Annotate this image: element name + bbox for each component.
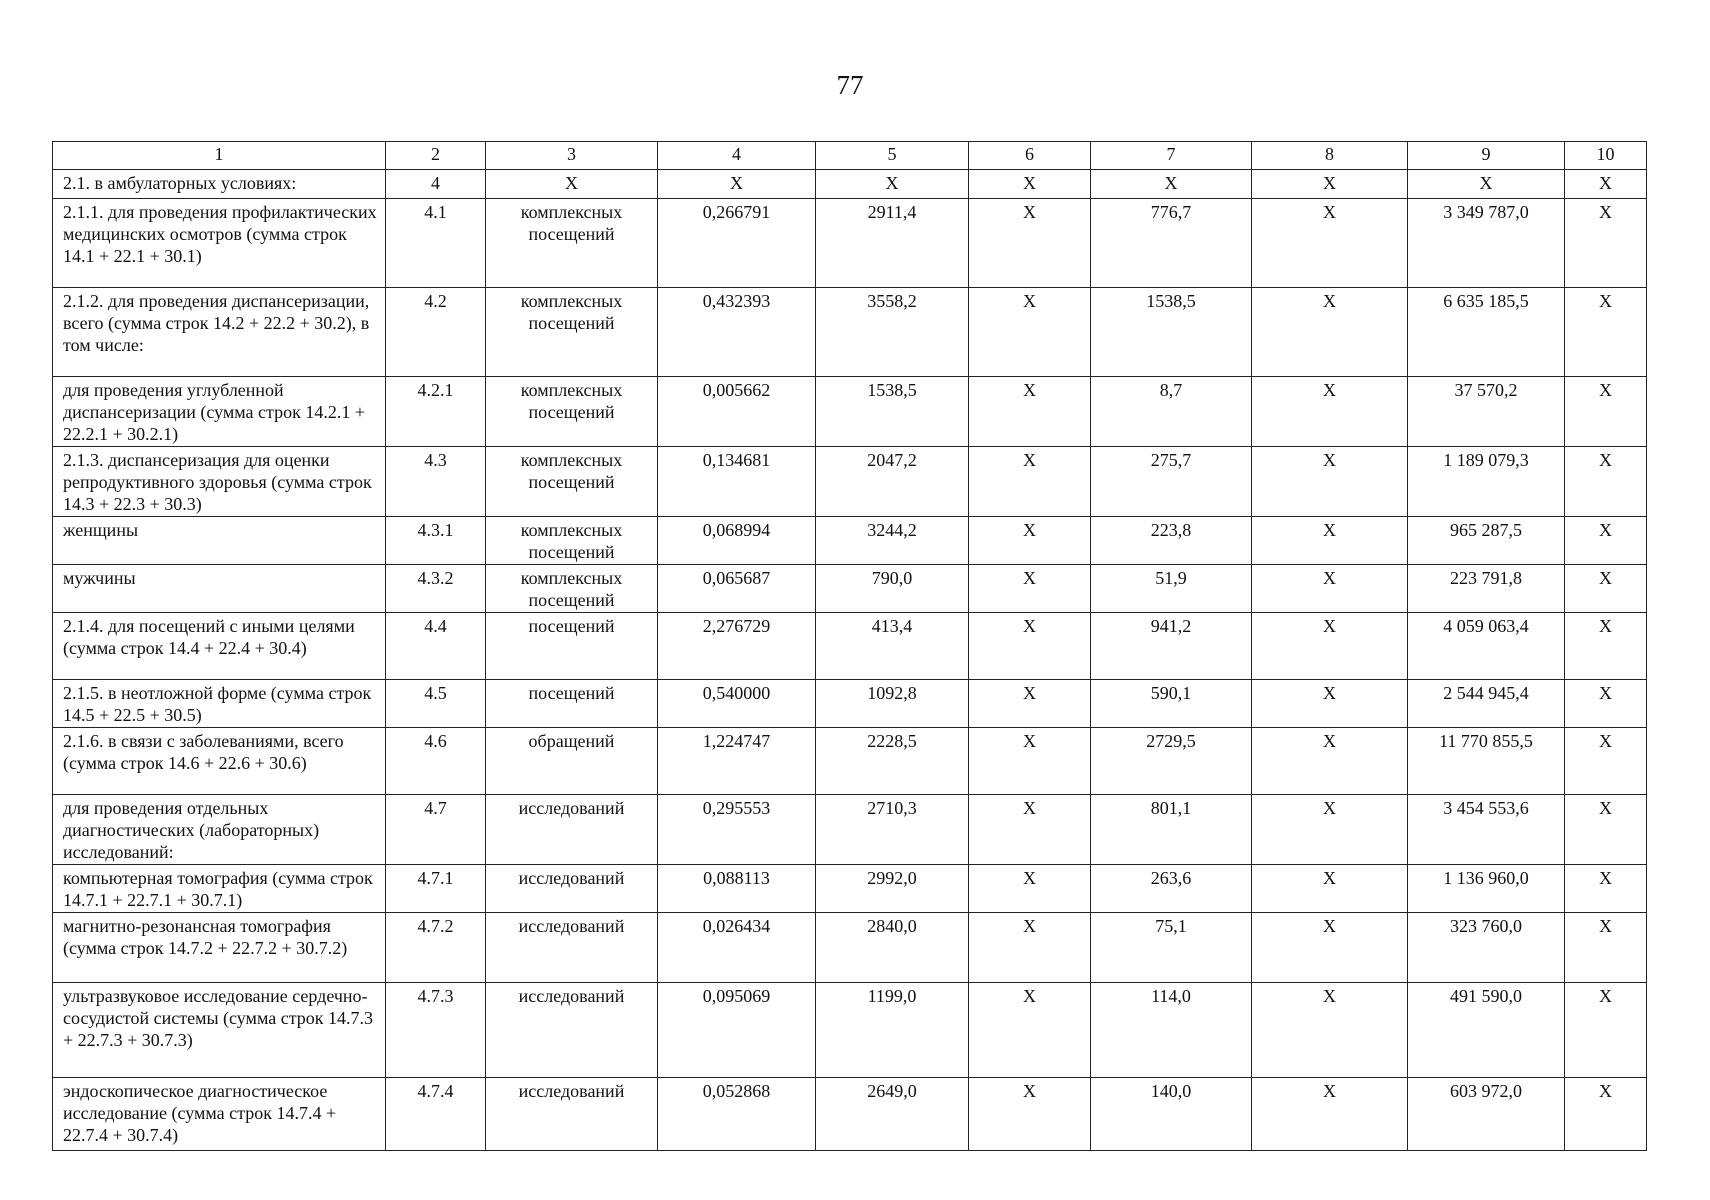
norm-volume-cell: 0,540000 [658,680,816,728]
norm-cost-cell: 3558,2 [816,288,969,377]
unit-cell: комплексных посещений [486,199,658,288]
line-code-cell: 4.2 [386,288,486,377]
col10-cell: Х [1565,983,1647,1078]
col7-cell: 51,9 [1091,565,1252,613]
col6-cell: Х [969,728,1091,795]
norm-cost-cell: 1199,0 [816,983,969,1078]
col7-cell: 801,1 [1091,795,1252,865]
unit-cell: исследований [486,865,658,913]
table-header-row [53,142,1647,170]
column-number-cell: 8 [1252,142,1408,170]
col9-cell: 4 059 063,4 [1408,613,1565,680]
line-code-cell: 4 [386,170,486,199]
norm-volume-cell: 0,065687 [658,565,816,613]
col6-cell: Х [969,913,1091,983]
col9-cell: 3 454 553,6 [1408,795,1565,865]
column-number-cell: 10 [1565,142,1647,170]
line-code-cell: 4.3 [386,447,486,517]
col9-cell: 37 570,2 [1408,377,1565,447]
col9-cell: 11 770 855,5 [1408,728,1565,795]
col8-cell: Х [1252,913,1408,983]
col10-cell: Х [1565,377,1647,447]
row-label-cell: 2.1.4. для посещений с иными целями (сумма строк 14.4 + 22.4 + 30.4) [53,613,386,680]
row-label-cell: эндоскопическое диагностическое исследование (сумма строк 14.7.4 + 22.7.4 + 30.7.4) [53,1078,386,1151]
unit-cell: исследований [486,1078,658,1151]
col10-cell: Х [1565,613,1647,680]
unit-cell: комплексных посещений [486,288,658,377]
line-code-cell: 4.7.3 [386,983,486,1078]
col9-cell: 323 760,0 [1408,913,1565,983]
norm-cost-cell: 413,4 [816,613,969,680]
col9-cell: 3 349 787,0 [1408,199,1565,288]
col8-cell: Х [1252,865,1408,913]
line-code-cell: 4.4 [386,613,486,680]
unit-cell: комплексных посещений [486,517,658,565]
unit-cell: исследований [486,983,658,1078]
unit-cell: комплексных посещений [486,447,658,517]
col9-cell: 223 791,8 [1408,565,1565,613]
table-row [53,1078,1647,1151]
norm-volume-cell: 0,005662 [658,377,816,447]
col8-cell: Х [1252,288,1408,377]
row-label-cell: женщины [53,517,386,565]
table-row [53,288,1647,377]
line-code-cell: 4.7.1 [386,865,486,913]
row-label-cell: 2.1.5. в неотложной форме (сумма строк 14.5 + 22.5 + 30.5) [53,680,386,728]
col8-cell: Х [1252,199,1408,288]
col10-cell: Х [1565,517,1647,565]
norm-volume-cell: Х [658,170,816,199]
table-body [53,142,1647,1151]
norm-volume-cell: 0,134681 [658,447,816,517]
row-label-cell: компьютерная томография (сумма строк 14.7.1 + 22.7.1 + 30.7.1) [53,865,386,913]
col6-cell: Х [969,517,1091,565]
col6-cell: Х [969,613,1091,680]
col6-cell: Х [969,288,1091,377]
col8-cell: Х [1252,728,1408,795]
row-label-cell: для проведения углубленной диспансеризации (сумма строк 14.2.1 + 22.2.1 + 30.2.1) [53,377,386,447]
col7-cell: 223,8 [1091,517,1252,565]
norm-volume-cell: 0,432393 [658,288,816,377]
line-code-cell: 4.3.1 [386,517,486,565]
col6-cell: Х [969,447,1091,517]
col7-cell: 8,7 [1091,377,1252,447]
col7-cell: 75,1 [1091,913,1252,983]
col6-cell: Х [969,865,1091,913]
table-row [53,565,1647,613]
norm-cost-cell: 2911,4 [816,199,969,288]
column-number-cell: 2 [386,142,486,170]
column-number-cell: 6 [969,142,1091,170]
table-row [53,913,1647,983]
col8-cell: Х [1252,517,1408,565]
row-label-cell: мужчины [53,565,386,613]
col7-cell: 2729,5 [1091,728,1252,795]
col8-cell: Х [1252,170,1408,199]
page-number: 77 [836,70,864,100]
row-label-cell: 2.1.3. диспансеризация для оценки репродуктивного здоровья (сумма строк 14.3 + 22.3 + 30.3) [53,447,386,517]
col6-cell: Х [969,377,1091,447]
unit-cell: комплексных посещений [486,565,658,613]
norm-volume-cell: 0,052868 [658,1078,816,1151]
row-label-cell: 2.1.2. для проведения диспансеризации, всего (сумма строк 14.2 + 22.2 + 30.2), в том числе: [53,288,386,377]
table-row [53,795,1647,865]
column-number-cell: 3 [486,142,658,170]
col7-cell: 776,7 [1091,199,1252,288]
row-label-cell: для проведения отдельных диагностических (лабораторных) исследований: [53,795,386,865]
column-number-cell: 1 [53,142,386,170]
norm-volume-cell: 0,095069 [658,983,816,1078]
row-label-cell: 2.1.6. в связи с заболеваниями, всего (сумма строк 14.6 + 22.6 + 30.6) [53,728,386,795]
table-row [53,728,1647,795]
table-row [53,377,1647,447]
col10-cell: Х [1565,913,1647,983]
unit-cell: комплексных посещений [486,377,658,447]
col8-cell: Х [1252,613,1408,680]
col10-cell: Х [1565,728,1647,795]
norm-volume-cell: 0,088113 [658,865,816,913]
table-row [53,517,1647,565]
norm-cost-cell: 2228,5 [816,728,969,795]
col8-cell: Х [1252,1078,1408,1151]
col7-cell: 590,1 [1091,680,1252,728]
col8-cell: Х [1252,983,1408,1078]
col8-cell: Х [1252,680,1408,728]
norm-cost-cell: 2649,0 [816,1078,969,1151]
column-number-cell: 9 [1408,142,1565,170]
line-code-cell: 4.7.2 [386,913,486,983]
col10-cell: Х [1565,447,1647,517]
col10-cell: Х [1565,1078,1647,1151]
col6-cell: Х [969,680,1091,728]
col9-cell: 2 544 945,4 [1408,680,1565,728]
norm-volume-cell: 0,068994 [658,517,816,565]
col6-cell: Х [969,795,1091,865]
col6-cell: Х [969,170,1091,199]
col7-cell: Х [1091,170,1252,199]
col8-cell: Х [1252,377,1408,447]
col7-cell: 114,0 [1091,983,1252,1078]
line-code-cell: 4.6 [386,728,486,795]
row-label-cell: 2.1. в амбулаторных условиях: [53,170,386,199]
row-label-cell: 2.1.1. для проведения профилактических медицинских осмотров (сумма строк 14.1 + 22.1 + 30.1) [53,199,386,288]
norm-volume-cell: 2,276729 [658,613,816,680]
table-row [53,680,1647,728]
column-number-cell: 7 [1091,142,1252,170]
col7-cell: 140,0 [1091,1078,1252,1151]
table-row [53,170,1647,199]
col7-cell: 941,2 [1091,613,1252,680]
col6-cell: Х [969,565,1091,613]
line-code-cell: 4.2.1 [386,377,486,447]
norm-volume-cell: 0,266791 [658,199,816,288]
unit-cell: Х [486,170,658,199]
norm-cost-cell: 2992,0 [816,865,969,913]
col7-cell: 263,6 [1091,865,1252,913]
norm-cost-cell: 2047,2 [816,447,969,517]
col10-cell: Х [1565,795,1647,865]
column-number-cell: 5 [816,142,969,170]
col9-cell: 1 189 079,3 [1408,447,1565,517]
col10-cell: Х [1565,865,1647,913]
col8-cell: Х [1252,795,1408,865]
line-code-cell: 4.3.2 [386,565,486,613]
col9-cell: 965 287,5 [1408,517,1565,565]
norm-cost-cell: 2840,0 [816,913,969,983]
col10-cell: Х [1565,170,1647,199]
col10-cell: Х [1565,199,1647,288]
unit-cell: посещений [486,613,658,680]
col8-cell: Х [1252,565,1408,613]
norm-cost-cell: 1092,8 [816,680,969,728]
line-code-cell: 4.5 [386,680,486,728]
table-row [53,199,1647,288]
col10-cell: Х [1565,565,1647,613]
line-code-cell: 4.1 [386,199,486,288]
col9-cell: 1 136 960,0 [1408,865,1565,913]
line-code-cell: 4.7.4 [386,1078,486,1151]
norm-cost-cell: 1538,5 [816,377,969,447]
row-label-cell: магнитно-резонансная томография (сумма строк 14.7.2 + 22.7.2 + 30.7.2) [53,913,386,983]
row-label-cell: ультразвуковое исследование сердечно-сосудистой системы (сумма строк 14.7.3 + 22.7.3 + 30.7.3) [53,983,386,1078]
line-code-cell: 4.7 [386,795,486,865]
col10-cell: Х [1565,288,1647,377]
norm-volume-cell: 0,026434 [658,913,816,983]
col9-cell: 603 972,0 [1408,1078,1565,1151]
unit-cell: посещений [486,680,658,728]
norm-volume-cell: 0,295553 [658,795,816,865]
col8-cell: Х [1252,447,1408,517]
col6-cell: Х [969,199,1091,288]
col10-cell: Х [1565,680,1647,728]
unit-cell: обращений [486,728,658,795]
col9-cell: 6 635 185,5 [1408,288,1565,377]
norm-cost-cell: 3244,2 [816,517,969,565]
table-row [53,613,1647,680]
table-row [53,447,1647,517]
col6-cell: Х [969,983,1091,1078]
norm-cost-cell: 790,0 [816,565,969,613]
unit-cell: исследований [486,795,658,865]
table-row [53,983,1647,1078]
norm-cost-cell: 2710,3 [816,795,969,865]
col6-cell: Х [969,1078,1091,1151]
column-number-cell: 4 [658,142,816,170]
norm-volume-cell: 1,224747 [658,728,816,795]
norm-cost-cell: Х [816,170,969,199]
col9-cell: Х [1408,170,1565,199]
table-row [53,865,1647,913]
col7-cell: 275,7 [1091,447,1252,517]
col9-cell: 491 590,0 [1408,983,1565,1078]
data-table [52,141,1647,1151]
unit-cell: исследований [486,913,658,983]
col7-cell: 1538,5 [1091,288,1252,377]
